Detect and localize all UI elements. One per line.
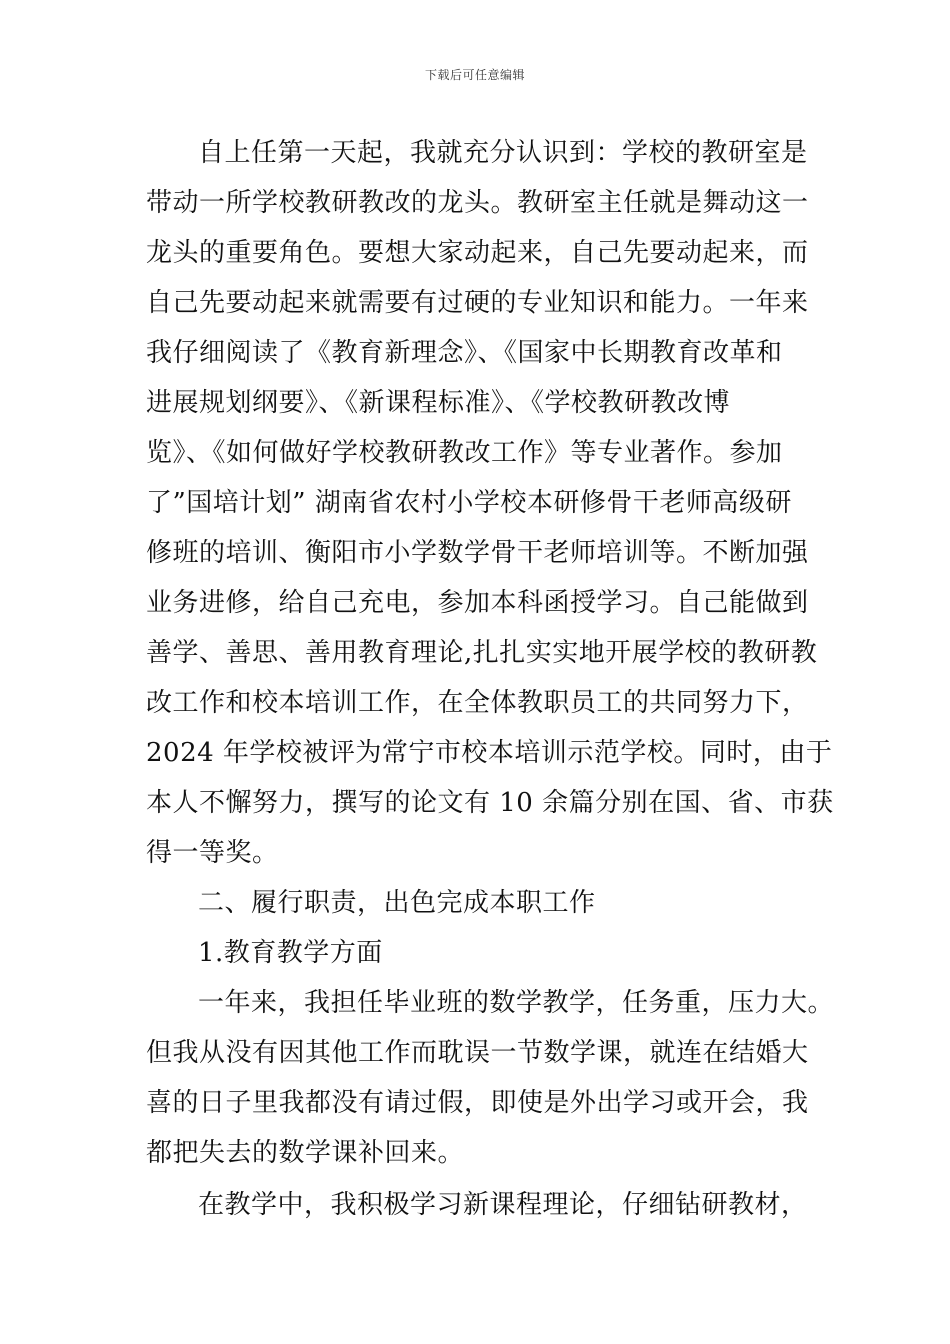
text-line: 我仔细阅读了《教育新理念》、《国家中长期教育改革和 <box>146 338 783 368</box>
text-line: 一年来，我担任毕业班的数学教学，任务重，压力大。 <box>198 988 835 1018</box>
text-line: 在教学中，我积极学习新课程理论，仔细钻研教材， <box>198 1190 808 1220</box>
text-line: 得一等奖。 <box>146 838 279 868</box>
text-line: 了”国培计划” 湖南省农村小学校本研修骨干老师高级研 <box>146 488 792 518</box>
text-line: 进展规划纲要》、《新课程标准》、《学校教研教改博 <box>146 388 731 418</box>
text-line: 自己先要动起来就需要有过硬的专业知识和能力。一年来 <box>146 288 809 318</box>
paragraph-3 <box>146 1180 814 1230</box>
text-line: 本人不懈努力，撰写的论文有 10 余篇分别在国、省、市获 <box>146 788 834 818</box>
document-body <box>146 128 835 1230</box>
section-heading: 二、履行职责，出色完成本职工作 <box>198 888 596 918</box>
page-header-note: 下载后可任意编辑 <box>424 68 525 82</box>
text-line: 喜的日子里我都没有请过假，即使是外出学习或开会，我 <box>146 1088 809 1118</box>
text-line: 览》、《如何做好学校教研教改工作》等专业著作。参加 <box>146 438 783 468</box>
text-line: 修班的培训、衡阳市小学数学骨干老师培训等。不断加强 <box>146 538 809 568</box>
text-line: 改工作和校本培训工作，在全体教职员工的共同努力下， <box>146 688 809 718</box>
text-line: 自上任第一天起，我就充分认识到：学校的教研室是 <box>198 138 808 168</box>
subsection-heading: 1.教育教学方面 <box>198 938 383 968</box>
text-line: 但我从没有因其他工作而耽误一节数学课，就连在结婚大 <box>146 1038 809 1068</box>
text-line: 善学、善思、善用教育理论,扎扎实实地开展学校的教研教 <box>146 638 818 668</box>
paragraph-1 <box>146 128 834 878</box>
text-line: 业务进修，给自己充电，参加本科函授学习。自己能做到 <box>146 588 809 618</box>
paragraph-2 <box>146 978 835 1178</box>
text-line: 带动一所学校教研教改的龙头。教研室主任就是舞动这一 <box>146 188 809 218</box>
text-line: 龙头的重要角色。要想大家动起来，自己先要动起来，而 <box>146 238 809 268</box>
text-line: 都把失去的数学课补回来。 <box>146 1138 465 1168</box>
text-line: 2024 年学校被评为常宁市校本培训示范学校。同时，由于 <box>146 738 833 768</box>
